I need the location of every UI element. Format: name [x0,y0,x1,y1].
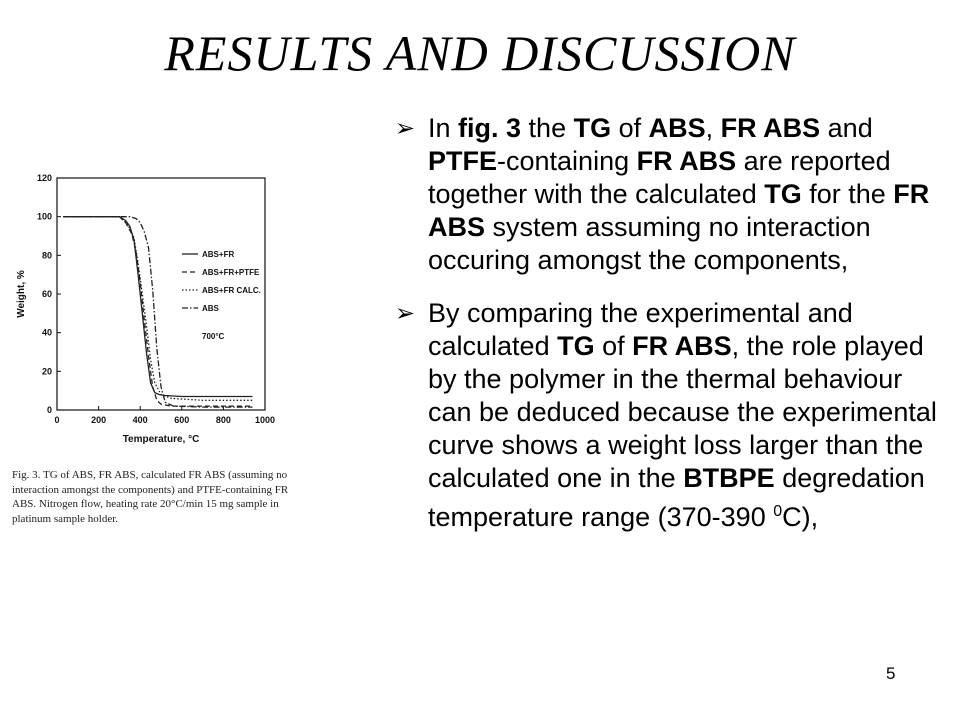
y-tick-label: 80 [41,250,52,261]
bold-text: FR ABS [636,146,737,176]
y-tick-label: 20 [41,366,52,377]
chart-series-layer [63,217,252,407]
chart-axes [16,173,275,445]
slide-number: 5 [886,664,896,683]
bullet-arrow-icon: ➢ [395,115,416,142]
superscript-text: 0 [773,503,783,520]
bullet-item [395,112,947,277]
bold-text: TG [557,331,595,361]
bold-text: ABS [648,113,706,143]
y-tick-label: 40 [41,327,52,338]
bullet-text: system assuming no interaction occuring amongst the components, [428,212,871,275]
tg-chart [10,160,300,460]
bold-text: TG [573,113,612,143]
x-tick-label: 200 [91,415,107,425]
series-line [63,217,252,407]
legend-label: ABS [202,304,219,313]
bullet-text: and [820,113,873,143]
legend-label: ABS+FR [202,250,235,259]
bullet-text: the [521,113,574,143]
bullet-text: of [611,113,649,143]
series-line [63,217,252,397]
chart-annotation: 700°C [202,332,225,341]
x-tick-label: 800 [215,415,231,425]
series-line [63,217,252,406]
bullet-text: of [594,331,633,361]
bold-text: BTBPE [683,463,775,493]
legend-label: ABS+FR CALC. [202,286,261,295]
legend-label: ABS+FR+PTFE [202,268,260,277]
series-line [63,217,252,401]
x-axis-label: Temperature, °C [122,434,200,445]
x-tick-label: 600 [174,415,190,425]
bold-text: FR ABS [428,179,930,242]
y-tick-label: 120 [36,173,52,183]
slide-title: RESULTS AND DISCUSSION [164,25,796,81]
bold-text: FR ABS [720,113,821,143]
x-tick-label: 400 [132,415,148,425]
x-tick-label: 0 [54,415,60,425]
y-tick-label: 0 [46,405,52,415]
bullet-text: -containing [497,146,637,176]
figure-caption: Fig. 3. TG of ABS, FR ABS, calculated FR ABS (assuming no interaction amongst the components) and PTFE-containing FR ABS. Nitrogen flow, heating rate 20°C/min 15 mg sample in platinum sample holder. [12,469,289,525]
y-tick-label: 60 [41,289,52,299]
bullet-text: By comparing the experimental and calculated [428,298,853,361]
bold-text: TG [764,179,802,209]
bullet-text: , [705,113,721,143]
chart-legend [182,250,261,341]
bullet-arrow-icon: ➢ [395,300,416,327]
bold-text: FR ABS [632,331,732,361]
bullet-text: degredation temperature range (370-390 [428,463,925,532]
x-tick-label: 1000 [254,415,276,425]
bold-text: fig. 3 [458,113,522,143]
bullet-text: are reported together with the calculated [428,146,891,209]
bullet-text: , the role played by the polymer in the thermal behaviour can be deduced because the experimental curve shows a weight loss larger than the calculated one in the [428,331,937,493]
bullet-text: for the [801,179,894,209]
bold-text: PTFE [428,146,498,176]
bullet-list [395,112,947,554]
bullet-text: In [428,113,459,143]
y-tick-label: 100 [36,211,52,222]
bullet-item [395,297,947,534]
y-axis-label: Weight, % [16,270,27,318]
bullet-text: C), [782,502,819,532]
